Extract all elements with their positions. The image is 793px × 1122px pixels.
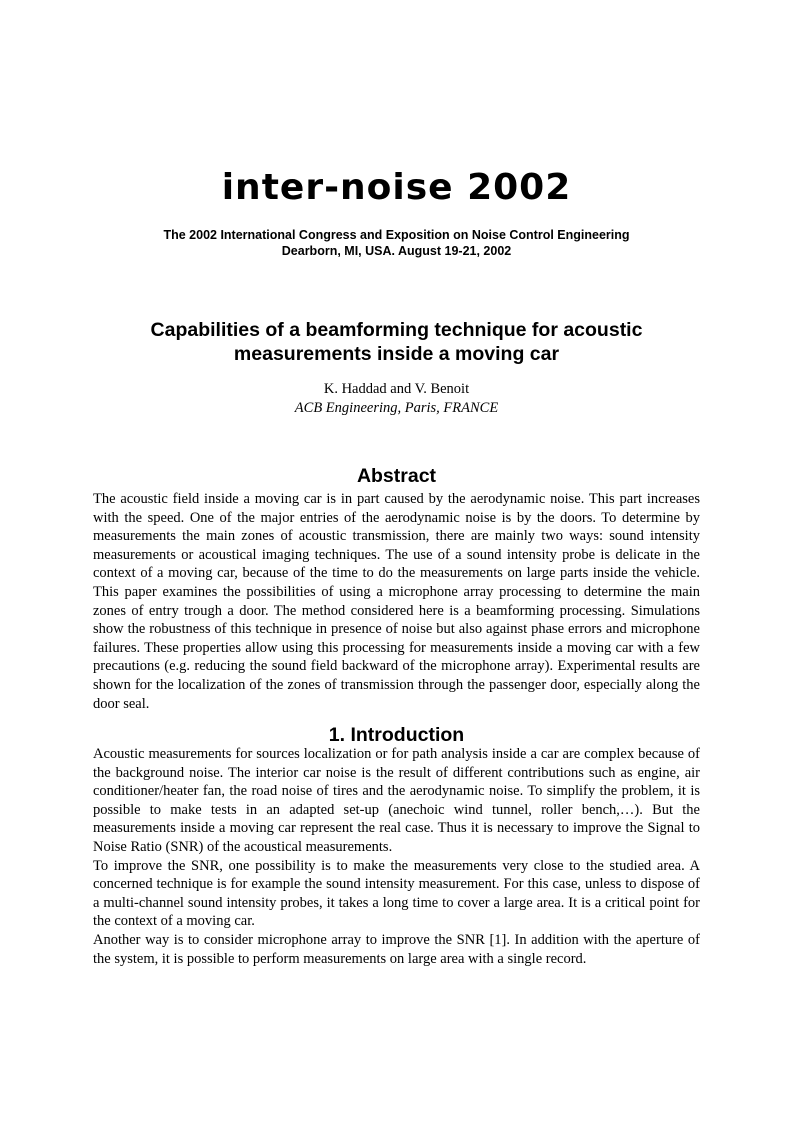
author-affiliation: ACB Engineering, Paris, FRANCE [294,400,499,416]
author-names: K. Haddad and V. Benoit [323,381,470,397]
introduction-heading: 1. Introduction [328,724,465,746]
conference-info [0,227,793,259]
introduction-paragraph-2: To improve the SNR, one possibility is to make the measurements very close to the studied area. A concerned technique is for example the sound intensity measurement. For this case, unless to dispose of a multi-channel sound intensity probes, it takes a long time to cover a large area. It is a critical point for the context of a moving car. [93,857,700,930]
introduction-paragraph-3: Another way is to consider microphone array to improve the SNR [1]. In addition with the aperture of the system, it is possible to perform measurements on large area with a single record. [93,931,700,967]
paper-title-line-1: Capabilities of a beamforming technique for acoustic [150,319,643,341]
abstract-body [93,490,700,713]
conference-logo: inter-noise 2002 [221,167,572,208]
abstract-paragraph: The acoustic field inside a moving car is in part caused by the aerodynamic noise. This part increases with the speed. One of the major entries of the aerodynamic noise is by the doors. To determine by measurements the main zones of acoustic transmission, there are mainly two ways: sound intensity measurements or acoustical imaging techniques. The use of a sound intensity probe is delicate in the context of a moving car, because of the time to do the measurements on large parts inside the vehicle. This paper examines the possibilities of using a microphone array processing to determine the main zones of entry trough a door. The method considered here is a beamforming processing. Simulations show the robustness of this technique in presence of noise but also against phase errors and microphone failures. These properties allow using this processing for measurements inside a moving car with a few precautions (e.g. reducing the sound field backward of the microphone array). Experimental results are shown for the localization of the zones of transmission through the passenger door, especially along the door seal. [93,491,700,712]
introduction-body [93,745,700,968]
paper-title [0,318,793,366]
paper-title-line-2: measurements inside a moving car [233,343,560,365]
conference-location-date: Dearborn, MI, USA. August 19-21, 2002 [281,244,512,258]
introduction-paragraph-1: Acoustic measurements for sources localization or for path analysis inside a car are complex because of the background noise. The interior car noise is the result of different contributions such as engine, air conditioner/heater fan, the road noise of tires and the aerodynamic noise. To simplify the problem, it is possible to make tests in an adapted set-up (anechoic wind tunnel, roller bench,…). But the measurements inside a moving car represent the real case. Thus it is necessary to improve the Signal to Noise Ratio (SNR) of the acoustical measurements. [93,746,700,855]
author-block [0,380,793,418]
conference-name: The 2002 International Congress and Exposition on Noise Control Engineering [163,228,630,242]
abstract-heading: Abstract [356,465,437,487]
